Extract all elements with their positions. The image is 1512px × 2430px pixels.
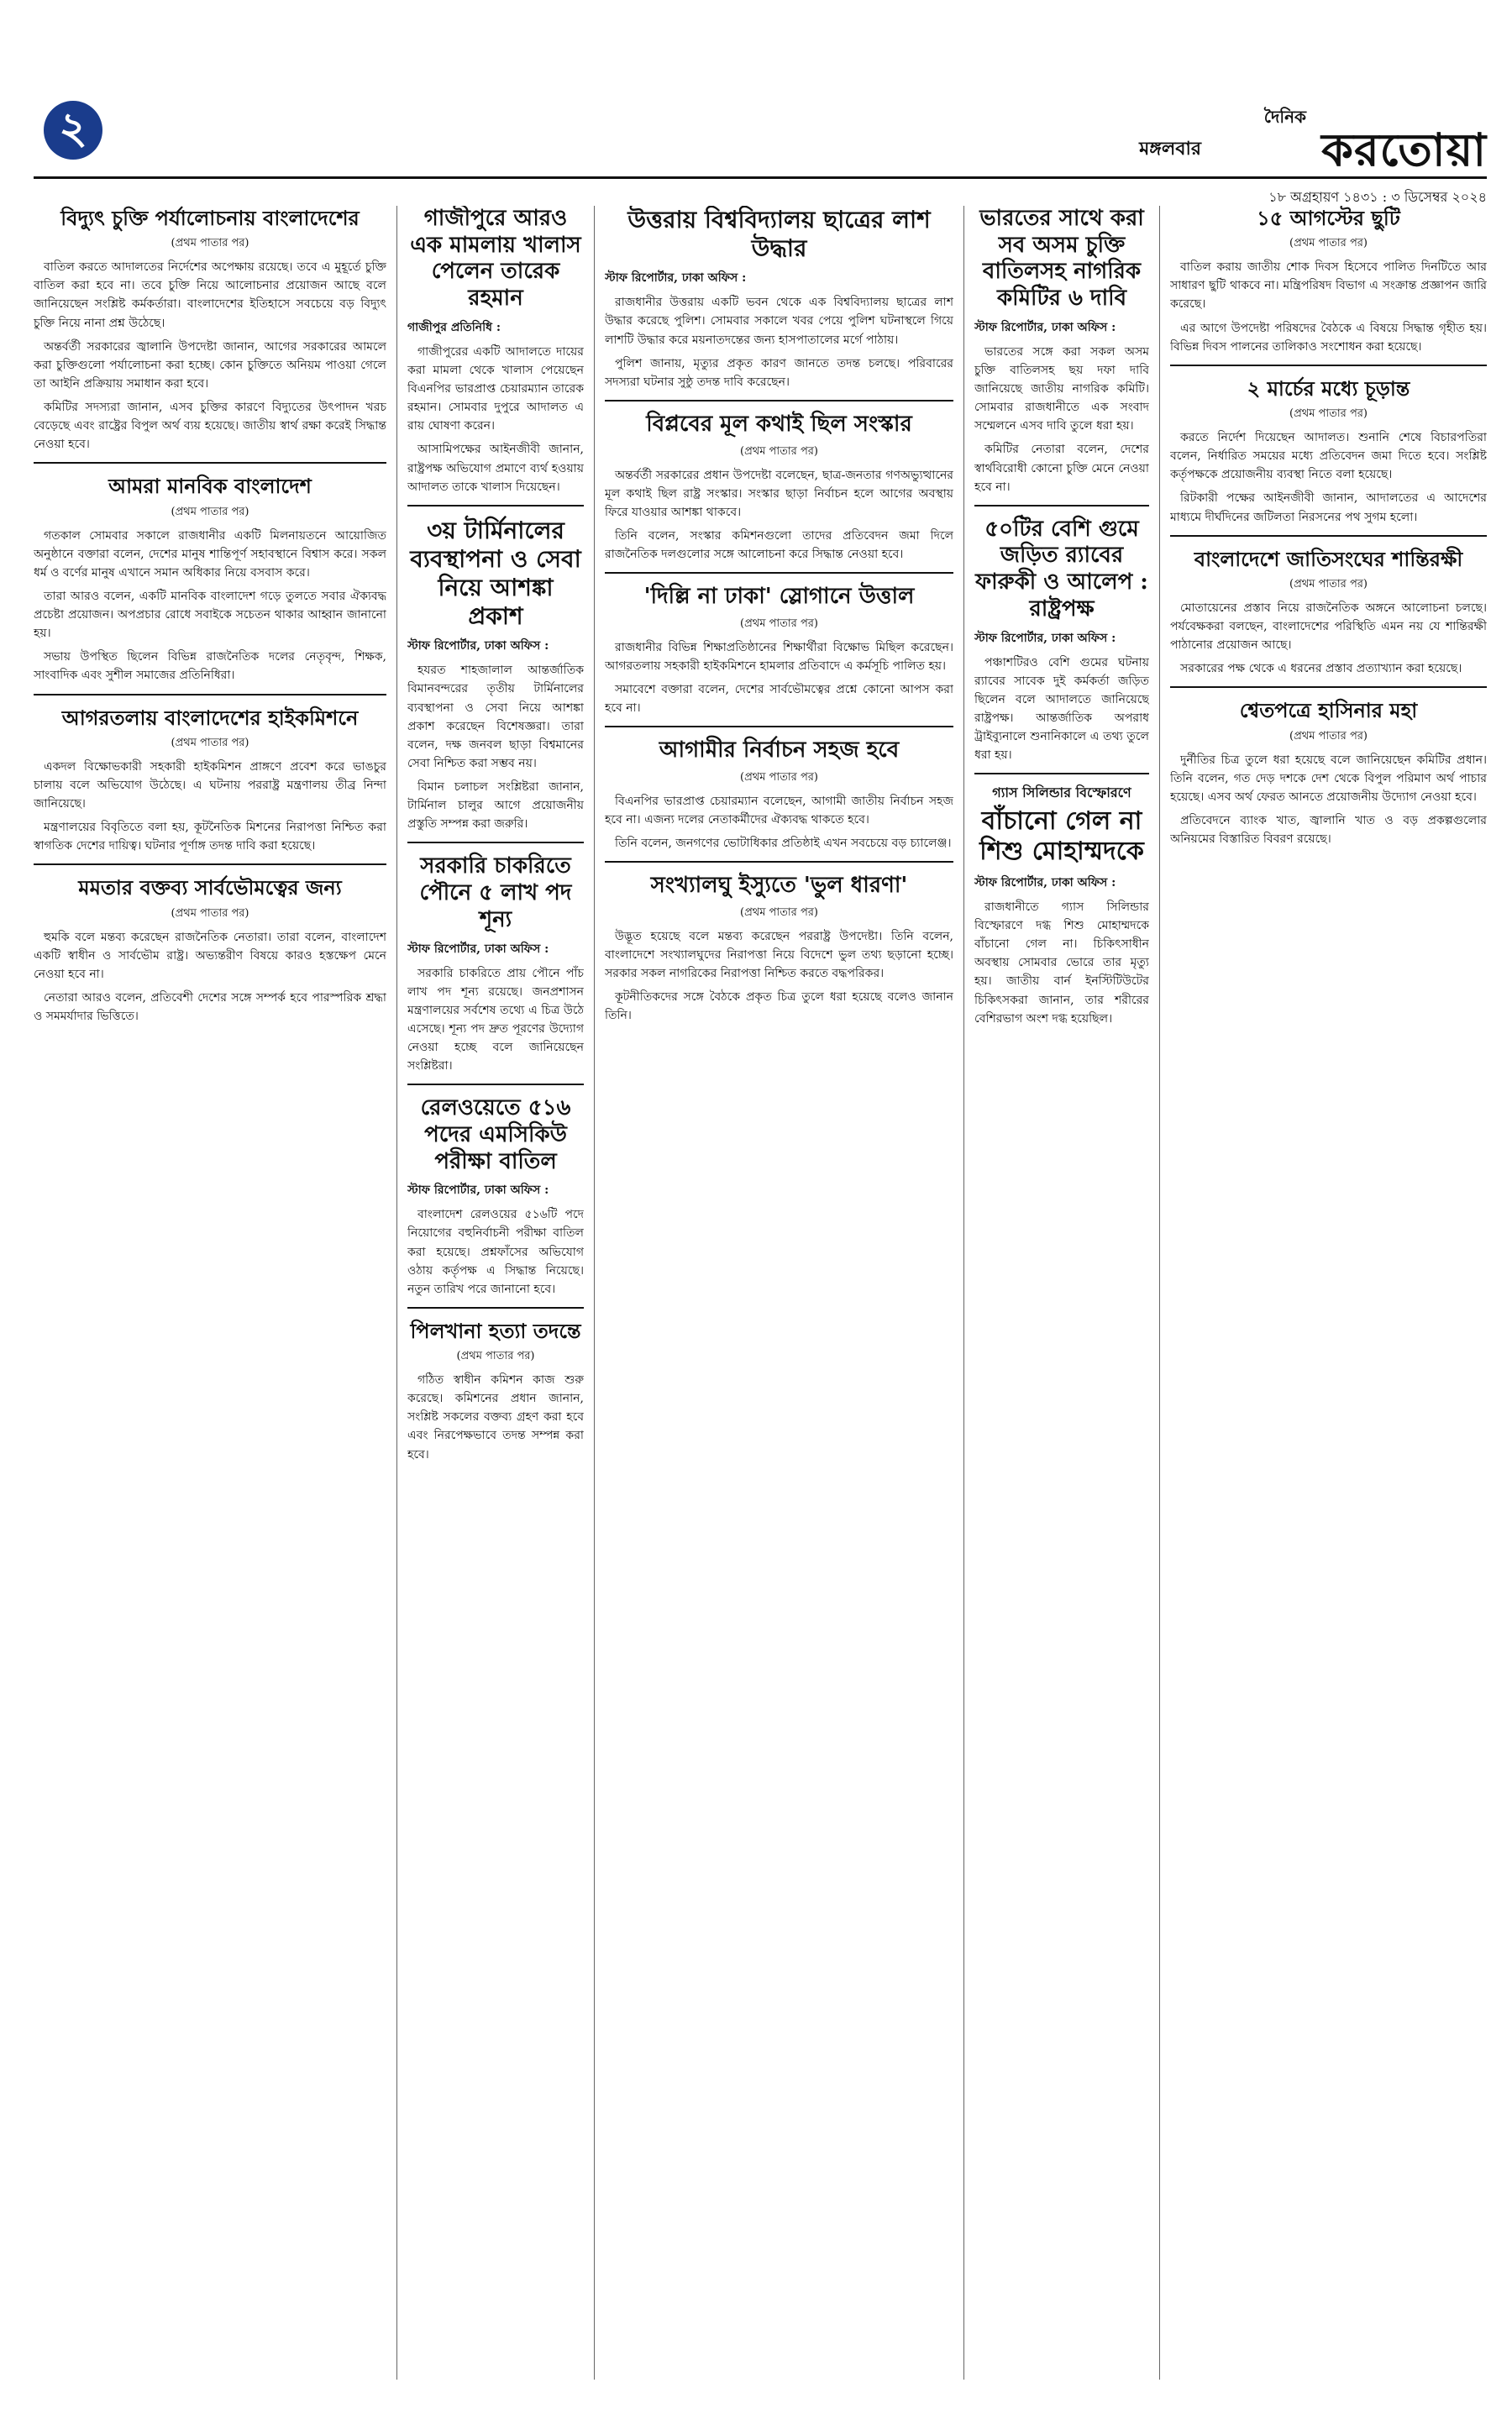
masthead-rule [34,176,1487,179]
paragraph: রাজধানীর উত্তরায় একটি ভবন থেকে এক বিশ্ববিদ্যালয় ছাত্রের লাশ উদ্ধার করেছে পুলিশ। সোমবার সকালে খবর পেয়ে পুলিশ ঘটনাস্থলে গিয়ে লাশটি উদ্ধার করে ময়নাতদন্তের জন্য হাসপাতালের মর্গে পাঠায়। [605,296,953,347]
paragraph: কমিটির সদস্যরা জানান, এসব চুক্তির কারণে বিদ্যুতের উৎপাদন খরচ বেড়েছে এবং রাষ্ট্রের বিপুল অর্থ ব্যয় হয়েছে। জাতীয় স্বার্থ রক্ষা করেই সিদ্ধান্ত নেওয়া হবে। [34,401,386,452]
divider [407,1307,584,1309]
paragraph: মন্ত্রণালয়ের বিবৃতিতে বলা হয়, কূটনৈতিক মিশনের নিরাপত্তা নিশ্চিত করা স্বাগতিক দেশের দায়িত্ব। ঘটনার পূর্ণাঙ্গ তদন্ত দাবি করা হয়েছে। [34,821,386,853]
article-tarique-acquitted [407,206,584,496]
paragraph: সরকারের পক্ষ থেকে এ ধরনের প্রস্তাব প্রত্যাখ্যান করা হয়েছে। [1180,662,1462,676]
paragraph: অন্তর্বর্তী সরকারের প্রধান উপদেষ্টা বলেছেন, ছাত্র-জনতার গণঅভ্যুত্থানের মূল কথাই ছিল রাষ্ট্র সংস্কার। সংস্কার ছাড়া নির্বাচন হলে আগের অবস্থায় ফিরে যাওয়ার আশঙ্কা থাকবে। [605,468,953,519]
divider [1170,365,1487,366]
paragraph: কূটনীতিকদের সঙ্গে বৈঠকে প্রকৃত চিত্র তুলে ধরা হয়েছে বলেও জানান তিনি। [605,990,953,1023]
continued-label: (প্রথম পাতার পর) [1289,407,1368,421]
paragraph: গতকাল সোমবার সকালে রাজধানীর একটি মিলনায়তনে আয়োজিত অনুষ্ঠানে বক্তারা বলেন, দেশের মানুষ শান্তিপূর্ণ সহাবস্থানে বিশ্বাস করে। সকল ধর্ম ও বর্ণের মানুষ এখানে সমান অধিকার নিয়ে বসবাস করে। [34,528,386,580]
headline: পিলখানা হত্যা তদন্তে [410,1318,581,1343]
paragraph: উদ্ভূত হয়েছে বলে মন্তব্য করেছেন পররাষ্ট্র উপদেষ্টা। তিনি বলেন, বাংলাদেশে সংখ্যালঘুদের নিরাপত্তা নিয়ে বিদেশে ভুল তথ্য ছড়ানো হচ্ছে। সরকার সকল নাগরিকের নিরাপত্তা নিশ্চিত করতে বদ্ধপরিকর। [605,930,953,981]
paragraph: দুর্নীতির চিত্র তুলে ধরা হয়েছে বলে জানিয়েছেন কমিটির প্রধান। তিনি বলেন, গত দেড় দশকে দেশ থেকে বিপুল পরিমাণ অর্থ পাচার হয়েছে। এসব অর্থ ফেরত আনতে প্রয়োজনীয় উদ্যোগ নেওয়া হবে। [1170,753,1487,804]
paragraph: বাতিল করায় জাতীয় শোক দিবস হিসেবে পালিত দিনটিতে আর সাধারণ ছুটি থাকবে না। মন্ত্রিপরিষদ বিভাগ এ সংক্রান্ত প্রজ্ঞাপন জারি করেছে। [1170,260,1487,312]
weekday: মঙ্গলবার [1139,138,1201,160]
byline: গাজীপুর প্রতিনিধি : [407,320,501,334]
divider [407,842,584,843]
paragraph: হুমকি বলে মন্তব্য করেছেন রাজনৈতিক নেতারা। তারা বলেন, বাংলাদেশ একটি স্বাধীন ও সার্বভৌম রাষ্ট্র। অভ্যন্তরীণ বিষয়ে কারও হস্তক্ষেপ মেনে নেওয়া হবে না। [34,930,386,981]
paragraph: ভারতের সঙ্গে করা সকল অসম চুক্তি বাতিলসহ ছয় দফা দাবি জানিয়েছে জাতীয় নাগরিক কমিটি। সোমবার রাজধানীতে এক সংবাদ সম্মেলনে এসব দাবি তুলে ধরা হয়। [974,344,1149,433]
paragraph: রাজধানীতে গ্যাস সিলিন্ডার বিস্ফোরণে দগ্ধ শিশু মোহাম্মদকে বাঁচানো গেল না। চিকিৎসাধীন অবস্থায় সোমবার ভোরে তার মৃত্যু হয়। জাতীয় বার্ন ইনস্টিটিউটের চিকিৎসকরা জানান, তার শরীরের বেশিরভাগ অংশ দগ্ধ হয়েছিল। [974,900,1149,1026]
logo-title: করতোয়া [1321,123,1487,176]
paragraph: রাজধানীর বিভিন্ন শিক্ষাপ্রতিষ্ঠানের শিক্ষার্থীরা বিক্ষোভ মিছিল করেছেন। আগরতলায় সহকারী হাইকমিশনে হামলার প্রতিবাদে এ কর্মসূচি পালিত হয়। [605,640,953,673]
paragraph: তিনি বলেন, সংস্কার কমিশনগুলো তাদের প্রতিবেদন জমা দিলে রাজনৈতিক দলগুলোর সঙ্গে আলোচনা করে সিদ্ধান্ত নেওয়া হবে। [605,528,953,562]
article-mamata-remark [34,875,386,1026]
article-white-paper [1170,698,1487,848]
paragraph: তারা আরও বলেন, একটি মানবিক বাংলাদেশ গড়ে তুলতে সবার ঐক্যবদ্ধ প্রচেষ্টা প্রয়োজন। অপপ্রচার রোধে সবাইকে সচেতন থাকার আহ্বান জানানো হয়। [34,589,386,641]
paragraph: পঞ্চাশটিরও বেশি গুমের ঘটনায় র‍্যাবের সাবেক দুই কর্মকর্তা জড়িত ছিলেন বলে আদালতে জানিয়েছে রাষ্ট্রপক্ষ। আন্তর্জাতিক অপরাধ ট্রাইব্যুনালে শুনানিকালে এ তথ্য তুলে ধরা হয়। [974,655,1149,763]
paragraph: সরকারি চাকরিতে প্রায় পৌনে পাঁচ লাখ পদ শূন্য রয়েছে। জনপ্রশাসন মন্ত্রণালয়ের সর্বশেষ তথ্যে এ চিত্র উঠে এসেছে। শূন্য পদ দ্রুত পূরণের উদ্যোগ নেওয়া হচ্ছে বলে জানিয়েছেন সংশ্লিষ্টরা। [407,966,584,1073]
article-un-peacekeepers [1170,547,1487,679]
headline: 'দিল্লি না ঢাকা' স্লোগানে উত্তাল [643,584,915,610]
headline: ২ মার্চের মধ্যে চূড়ান্ত [1247,375,1410,401]
article-pilkhana-probe [407,1319,584,1464]
paragraph: বাংলাদেশ রেলওয়ের ৫১৬টি পদে নিয়োগের বহুনির্বাচনী পরীক্ষা বাতিল করা হয়েছে। প্রশ্নফাঁসের অভিযোগ ওঠায় কর্তৃপক্ষ এ সিদ্ধান্ত নিয়েছে। নতুন তারিখ পরে জানানো হবে। [407,1208,584,1296]
divider [407,505,584,506]
byline: স্টাফ রিপোর্টার, ঢাকা অফিস : [974,631,1116,645]
column-divider [963,206,964,2380]
divider [34,694,386,695]
divider [34,863,386,865]
column-5 [1170,206,1487,2380]
divider [974,773,1149,774]
article-agartala-mission [34,706,386,856]
continued-label: (প্রথম পাতার পর) [171,505,249,518]
headline: রেলওয়েতে ৫১৬ পদের এমসিকিউ পরীক্ষা বাতিল [420,1095,571,1174]
paragraph: এর আগে উপদেষ্টা পরিষদের বৈঠকে এ বিষয়ে সিদ্ধান্ত গৃহীত হয়। বিভিন্ন দিবস পালনের তালিকাও সংশোধন করা হয়েছে। [1170,321,1487,354]
continued-label: (প্রথম পাতার পর) [740,906,818,920]
byline: স্টাফ রিপোর্টার, ঢাকা অফিস : [605,271,747,286]
divider [974,505,1149,506]
column-1 [34,206,386,2380]
headline: ৩য় টার্মিনালের ব্যবস্থাপনা ও সেবা নিয়ে আশঙ্কা প্রকাশ [410,516,581,631]
article-railway-exam [407,1095,584,1299]
paragraph: করতে নির্দেশ দিয়েছেন আদালত। শুনানি শেষে বিচারপতিরা বলেন, নির্ধারিত সময়ের মধ্যে প্রতিবেদন জমা দিতে হবে। সংশ্লিষ্ট কর্তৃপক্ষকে প্রয়োজনীয় ব্যবস্থা নিতে বলা হয়েছে। [1170,431,1487,482]
headline: আমরা মানবিক বাংলাদেশ [108,474,312,499]
column-4 [974,206,1149,2380]
continued-label: (প্রথম পাতার পর) [1289,729,1368,743]
article-cylinder-blast [974,785,1149,1027]
byline: স্টাফ রিপোর্টার, ঢাকা অফিস : [407,639,549,653]
continued-label: (প্রথম পাতার পর) [1289,577,1368,590]
divider [407,1084,584,1085]
headline: ৫০টির বেশি গুমে জড়িত র‍্যাবের ফারুকী ও আলেপ : রাষ্ট্রপক্ষ [975,516,1148,622]
paragraph: সমাবেশে বক্তারা বলেন, দেশের সার্বভৌমত্বের প্রশ্নে কোনো আপস করা হবে না। [605,683,953,716]
paragraph: কমিটির নেতারা বলেন, দেশের স্বার্থবিরোধী কোনো চুক্তি মেনে নেওয়া হবে না। [974,443,1149,494]
divider [1170,686,1487,688]
article-minority-issue [605,873,953,1025]
paragraph: অন্তর্বর্তী সরকারের জ্বালানি উপদেষ্টা জানান, আগের সরকারের আমলে করা চুক্তিগুলো পর্যালোচনা করা হচ্ছে। কোন চুক্তিতে অনিয়ম পাওয়া গেলে তা আইনি প্রক্রিয়ায় সমাধান করা হবে। [34,339,386,391]
article-humane-bangladesh [34,474,386,685]
headline: ভারতের সাথে করা সব অসম চুক্তি বাতিলসহ নাগরিক কমিটির ৬ দাবি [979,206,1144,312]
paragraph: পুলিশ জানায়, মৃত্যুর প্রকৃত কারণ জানতে তদন্ত চলছে। পরিবারের সদস্যরা ঘটনার সুষ্ঠু তদন্ত দাবি করেছেন। [605,356,953,389]
byline: স্টাফ রিপোর্টার, ঢাকা অফিস : [974,320,1116,334]
headline: বাঁচানো গেল না শিশু মোহাম্মদকে [979,806,1144,867]
paragraph: নেতারা আরও বলেন, প্রতিবেশী দেশের সঙ্গে সম্পর্ক হবে পারস্পরিক শ্রদ্ধা ও সমমর্যাদার ভিত্তিতে। [34,990,386,1024]
headline: সরকারি চাকরিতে পৌনে ৫ লাখ পদ শূন্য [419,853,572,932]
article-unequal-treaties [974,206,1149,496]
continued-label: (প্রথম পাতার পর) [171,736,249,749]
headline: সংখ্যালঘু ইস্যুতে 'ভুল ধারণা' [650,873,908,899]
headline: গাজীপুরে আরও এক মামলায় খালাস পেলেন তারেক রহমান [410,206,581,312]
paragraph: প্রতিবেদনে ব্যাংক খাত, জ্বালানি খাত ও বড় প্রকল্পগুলোর অনিয়মের বিস্তারিত বিবরণ রয়েছে। [1170,813,1487,847]
paragraph: মোতায়েনের প্রস্তাব নিয়ে রাজনৈতিক অঙ্গনে আলোচনা চলছে। পর্যবেক্ষকরা বলছেন, বাংলাদেশের পরিস্থিতি এমন নয় যে শান্তিরক্ষী পাঠানোর প্রয়োজন আছে। [1170,601,1487,653]
continued-label: (প্রথম পাতার পর) [456,1350,535,1363]
paragraph: গাজীপুরের একটি আদালতে দায়ের করা মামলা থেকে খালাস পেয়েছেন বিএনপির ভারপ্রাপ্ত চেয়ারম্যান তারেক রহমান। সোমবার দুপুরে আদালত এ রায় ঘোষণা করেন। [407,344,584,433]
article-march2-deadline [1170,376,1487,527]
paragraph: তিনি বলেন, জনগণের ভোটাধিকার প্রতিষ্ঠাই এখন সবচেয়ে বড় চ্যালেঞ্জ। [615,837,952,851]
paragraph: সভায় উপস্থিত ছিলেন বিভিন্ন রাজনৈতিক দলের নেতৃবৃন্দ, শিক্ষক, সাংবাদিক এবং সুশীল সমাজের প্রতিনিধিরা। [34,650,386,683]
headline: আগরতলায় বাংলাদেশের হাইকমিশনে [61,705,359,730]
article-delhi-dhaka-slogan [605,584,953,717]
column-divider [396,206,397,2380]
byline: স্টাফ রিপোর্টার, ঢাকা অফিস : [974,875,1116,890]
continued-label: (প্রথম পাতার পর) [171,906,249,920]
headline: শ্বেতপত্রে হাসিনার মহা [1239,698,1418,723]
divider [34,462,386,464]
logo-prefix: দৈনিক [1263,107,1306,127]
paragraph: হযরত শাহজালাল আন্তর্জাতিক বিমানবন্দরের তৃতীয় টার্মিনালের ব্যবস্থাপনা ও সেবা নিয়ে আশঙ্কা প্রকাশ করেছেন বিশেষজ্ঞরা। তারা বলেন, দক্ষ জনবল ছাড়া বিশ্বমানের সেবা নিশ্চিত করা সম্ভব নয়। [407,664,584,770]
article-govt-vacancies [407,853,584,1075]
divider [605,726,953,727]
paragraph: বিমান চলাচল সংশ্লিষ্টরা জানান, টার্মিনাল চালুর আগে প্রয়োজনীয় প্রস্তুতি সম্পন্ন করা জরুরি। [407,780,584,832]
kicker: গ্যাস সিলিন্ডার বিস্ফোরণে [992,785,1131,801]
masthead [0,0,1512,205]
continued-label: (প্রথম পাতার পর) [740,617,818,630]
newspaper-logo [1235,105,1487,176]
paragraph: আসামিপক্ষের আইনজীবী জানান, রাষ্ট্রপক্ষ অভিযোগ প্রমাণে ব্যর্থ হওয়ায় আদালত তাকে খালাস দিয়েছেন। [407,443,584,494]
paragraph: বাতিল করতে আদালতের নির্দেশের অপেক্ষায় রয়েছে। তবে এ মুহূর্তে চুক্তি বাতিল করা হবে না। তবে চুক্তি নিয়ে আলোচনার প্রয়োজন আছে বলে জানিয়েছেন সংশ্লিষ্ট কর্মকর্তারা। বাংলাদেশের ইতিহাসে সবচেয়ে বড় বিদ্যুৎ চুক্তি নিয়ে নানা প্রশ্ন উঠেছে। [34,260,386,330]
headline: আগামীর নির্বাচন সহজ হবে [659,737,900,764]
paragraph: বিএনপির ভারপ্রাপ্ত চেয়ারম্যান বলেছেন, আগামী জাতীয় নির্বাচন সহজ হবে না। এজন্য দলের নেতাকর্মীদের ঐক্যবদ্ধ থাকতে হবে। [605,795,953,827]
article-third-terminal [407,517,584,834]
paragraph: গঠিত স্বাধীন কমিশন কাজ শুরু করেছে। কমিশনের প্রধান জানান, সংশ্লিষ্ট সকলের বক্তব্য গ্রহণ করা হবে এবং নিরপেক্ষভাবে তদন্ত সম্পন্ন করা হবে। [407,1373,584,1462]
continued-label: (প্রথম পাতার পর) [1289,237,1368,250]
article-power-deal [34,206,386,454]
article-reform [605,412,953,564]
byline: স্টাফ রিপোর্টার, ঢাকা অফিস : [407,942,549,956]
headline: ১৫ আগস্টের ছুটি [1257,206,1400,230]
divider [605,572,953,574]
article-next-election [605,737,953,853]
headline: বাংলাদেশে জাতিসংঘের শান্তিরক্ষী [1194,546,1463,571]
headline: বিদ্যুৎ চুক্তি পর্যালোচনায় বাংলাদেশের [60,206,360,230]
headline: উত্তরায় বিশ্ববিদ্যালয় ছাত্রের লাশ উদ্ধার [627,206,931,263]
continued-label: (প্রথম পাতার পর) [740,771,818,784]
column-divider [1159,206,1160,2380]
article-rab-disappearances [974,517,1149,765]
page-number-badge: ২ [44,101,102,160]
divider [1170,535,1487,537]
article-student-body [605,206,953,391]
divider [605,400,953,402]
continued-label: (প্রথম পাতার পর) [171,237,249,250]
article-aug15-holiday [1170,206,1487,356]
paragraph: রিটকারী পক্ষের আইনজীবী জানান, আদালতের এ আদেশের মাধ্যমে দীর্ঘদিনের জটিলতা নিরসনের পথ সুগম হলো। [1170,491,1487,524]
paragraph: একদল বিক্ষোভকারী সহকারী হাইকমিশন প্রাঙ্গণে প্রবেশ করে ভাঙচুর চালায় বলে অভিযোগ উঠেছে। এ ঘটনায় পররাষ্ট্র মন্ত্রণালয় তীব্র নিন্দা জানিয়েছে। [34,759,386,811]
column-2 [407,206,584,2380]
column-3 [605,206,953,2380]
dateline: ১৮ অগ্রহায়ণ ১৪৩১ : ৩ ডিসেম্বর ২০২৪ [1268,189,1487,205]
divider [605,861,953,863]
continued-label: (প্রথম পাতার পর) [740,444,818,458]
headline: মমতার বক্তব্য সার্বভৌমত্বের জন্য [78,875,342,900]
byline: স্টাফ রিপোর্টার, ঢাকা অফিস : [407,1184,549,1198]
column-divider [594,206,595,2380]
headline: বিপ্লবের মূল কথাই ছিল সংস্কার [646,411,912,437]
